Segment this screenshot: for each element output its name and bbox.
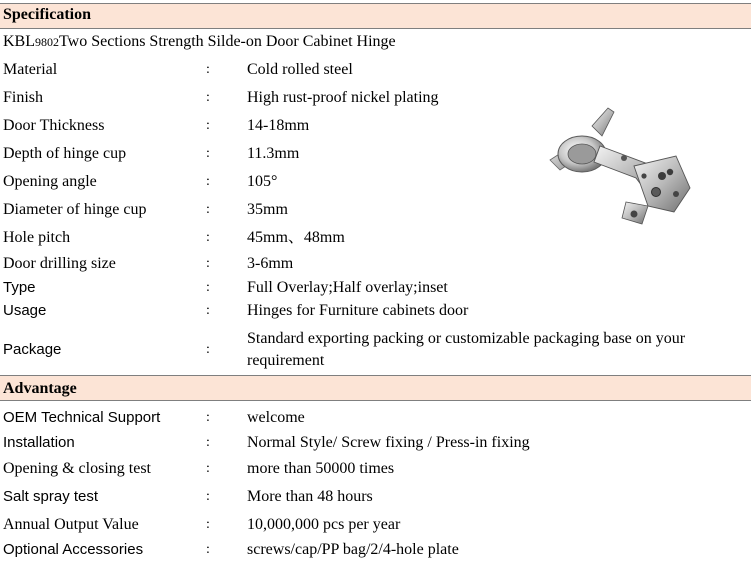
adv-label: Salt spray test [3, 488, 99, 505]
adv-value: more than 50000 times [247, 460, 395, 477]
spec-value: Cold rolled steel [247, 61, 353, 78]
adv-value: welcome [247, 409, 305, 426]
adv-label: Installation [3, 434, 75, 451]
separator: : [206, 146, 210, 161]
adv-label: Opening & closing test [3, 460, 151, 477]
spec-heading-rule [0, 28, 751, 29]
separator: : [206, 90, 210, 105]
hinge-product-image [544, 102, 694, 228]
model-number: 9802 [35, 35, 59, 49]
spec-value: 11.3mm [247, 145, 300, 162]
separator: : [206, 342, 210, 357]
spec-label: Type [3, 279, 36, 296]
spec-value: 35mm [247, 201, 288, 218]
separator: : [206, 489, 210, 504]
spec-label: Finish [3, 89, 44, 106]
adv-label: Optional Accessories [3, 541, 144, 558]
model-prefix: KBL [3, 33, 35, 50]
spec-value: 3-6mm [247, 255, 294, 272]
separator: : [206, 461, 210, 476]
separator: : [206, 542, 210, 557]
spec-value: Hinges for Furniture cabinets door [247, 302, 469, 319]
adv-label: Annual Output Value [3, 516, 139, 533]
spec-value: High rust-proof nickel plating [247, 89, 439, 106]
spec-value: Standard exporting packing or customizable packaging base on your requirement [247, 330, 686, 369]
spec-label: Depth of hinge cup [3, 145, 127, 162]
separator: : [206, 303, 210, 318]
adv-value: screws/cap/PP bag/2/4-hole plate [247, 541, 459, 558]
adv-label: OEM Technical Support [3, 409, 161, 426]
adv-value: More than 48 hours [247, 488, 373, 505]
spec-label: Package [3, 341, 62, 358]
advantage-heading-rule [0, 400, 751, 401]
separator: : [206, 256, 210, 271]
spec-value: Full Overlay;Half overlay;inset [247, 279, 448, 296]
spec-value: 14-18mm [247, 117, 310, 134]
specification-heading: Specification [0, 4, 751, 28]
spec-label: Opening angle [3, 173, 97, 190]
separator: : [206, 62, 210, 77]
spec-label: Material [3, 61, 58, 78]
product-title [3, 32, 396, 52]
separator: : [206, 517, 210, 532]
separator: : [206, 410, 210, 425]
product-name: Two Sections Strength Silde-on Door Cabinet Hinge [59, 33, 396, 50]
separator: : [206, 280, 210, 295]
adv-value: 10,000,000 pcs per year [247, 516, 401, 533]
spec-row-package [0, 328, 751, 372]
spec-value: 105° [247, 173, 278, 190]
separator: : [206, 118, 210, 133]
advantage-heading: Advantage [0, 376, 751, 400]
spec-label: Door drilling size [3, 255, 116, 272]
separator: : [206, 174, 210, 189]
spec-label: Hole pitch [3, 229, 71, 246]
adv-value: Normal Style/ Screw fixing / Press-in fixing [247, 434, 530, 451]
spec-value: 45mm、48mm [247, 229, 345, 246]
spec-label: Door Thickness [3, 117, 105, 134]
separator: : [206, 202, 210, 217]
spec-label: Usage [3, 302, 47, 319]
separator: : [206, 435, 210, 450]
spec-label: Diameter of hinge cup [3, 201, 147, 218]
separator: : [206, 230, 210, 245]
